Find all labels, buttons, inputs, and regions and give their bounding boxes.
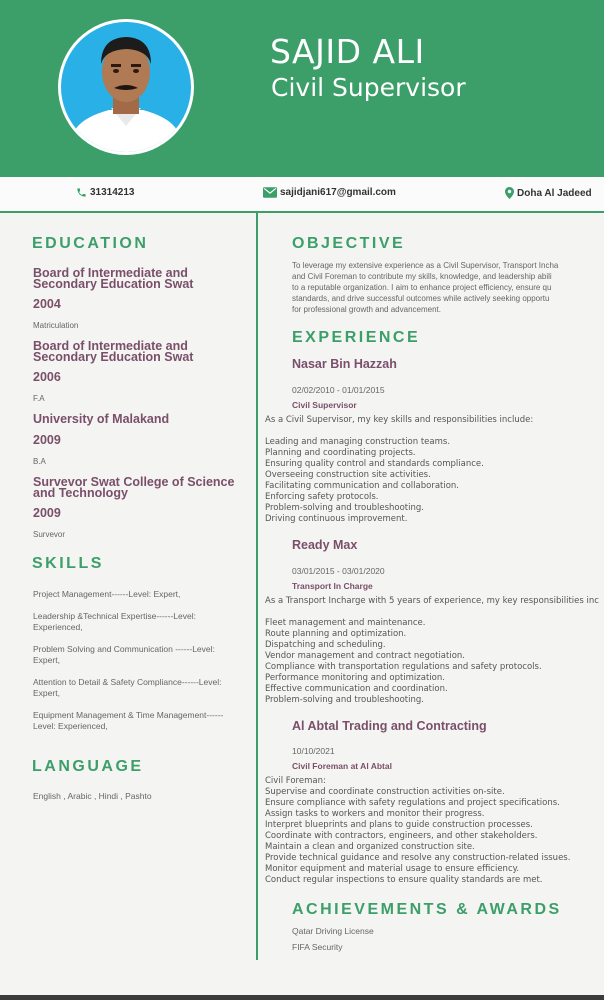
- phone-contact[interactable]: [76, 187, 135, 198]
- duty-item: Ensuring quality control and standards compliance.: [265, 459, 484, 469]
- candidate-name: SAJID ALI: [270, 32, 425, 71]
- email-contact[interactable]: [263, 187, 396, 198]
- bottom-bar: [0, 995, 604, 1000]
- duty-item: Problem-solving and troubleshooting.: [265, 695, 424, 705]
- education-degree: F.A: [33, 394, 45, 403]
- phone-number: 31314213: [90, 187, 135, 198]
- education-year: 2004: [33, 297, 61, 311]
- header-banner: [0, 0, 604, 177]
- job-duties: [265, 776, 570, 886]
- job-dates: 02/02/2010 - 01/01/2015: [292, 385, 385, 395]
- language-list: English , Arabic , Hindi , Pashto: [33, 791, 152, 801]
- education-year: 2009: [33, 506, 61, 520]
- job-role: Civil Foreman at Al Abtal: [292, 761, 392, 771]
- duty-item: Dispatching and scheduling.: [265, 640, 386, 650]
- profile-photo: [58, 19, 194, 155]
- duty-item: Provide technical guidance and resolve any construction-related issues.: [265, 853, 571, 863]
- education-degree: B.A: [33, 457, 46, 466]
- duty-item: Conduct regular inspections to ensure quality standards are met.: [265, 875, 543, 885]
- education-institution: Board of Intermediate and Secondary Education Swat: [33, 339, 194, 364]
- contact-bar: [0, 177, 604, 213]
- objective-text: To leverage my extensive experience as a Civil Supervisor, Transport Incha and Civil Foreman to contribute my skills, knowledge, and leadership abili to a reputable organization. I aim to enhance project efficiency, ensure qu standards, and drive successful outcomes while actively seeking opportu for professional growth and advancement.: [292, 261, 559, 314]
- duty-item: Performance monitoring and optimization.: [265, 673, 445, 683]
- duty-item: Civil Foreman:: [265, 776, 326, 786]
- skill-item: Attention to Detail & Safety Compliance------Level: Expert,: [33, 677, 222, 698]
- duty-item: Ensure compliance with safety regulations and project specifications.: [265, 798, 560, 808]
- location-text: Doha Al Jadeed: [517, 187, 592, 199]
- achievement-item: Qatar Driving License: [292, 926, 374, 936]
- location-contact: [505, 187, 592, 199]
- experience-heading: EXPERIENCE: [292, 329, 421, 346]
- job-duties: [265, 618, 542, 706]
- duty-item: Planning and coordinating projects.: [265, 448, 416, 458]
- envelope-icon: [263, 187, 277, 198]
- education-year: 2006: [33, 370, 61, 384]
- skill-item: Problem Solving and Communication ------Level: Expert,: [33, 644, 215, 665]
- education-institution: Survevor Swat College of Science and Technology: [33, 475, 235, 500]
- candidate-title: Civil Supervisor: [271, 73, 466, 102]
- job-dates: 10/10/2021: [292, 746, 335, 756]
- achievements-heading: ACHIEVEMENTS & AWARDS: [292, 901, 562, 918]
- job-role: Civil Supervisor: [292, 400, 357, 410]
- education-institution: Board of Intermediate and Secondary Education Swat: [33, 266, 194, 291]
- skill-item: Leadership &Technical Expertise------Level: Experienced,: [33, 611, 196, 632]
- location-pin-icon: [505, 187, 514, 199]
- duty-item: Leading and managing construction teams.: [265, 437, 451, 447]
- duty-item: Fleet management and maintenance.: [265, 618, 426, 628]
- duty-item: Coordinate with contractors, engineers, and other stakeholders.: [265, 831, 538, 841]
- achievement-item: FIFA Security: [292, 942, 343, 952]
- skills-heading: SKILLS: [32, 555, 104, 572]
- job-company: Nasar Bin Hazzah: [292, 357, 397, 371]
- job-company: Al Abtal Trading and Contracting: [292, 719, 487, 733]
- education-heading: EDUCATION: [32, 235, 149, 252]
- duty-item: Enforcing safety protocols.: [265, 492, 379, 502]
- duty-item: Supervise and coordinate construction activities on-site.: [265, 787, 505, 797]
- phone-icon: [76, 187, 87, 198]
- language-heading: LANGUAGE: [32, 758, 144, 775]
- duty-item: Interpret blueprints and plans to guide construction processes.: [265, 820, 533, 830]
- duty-item: Driving continuous improvement.: [265, 514, 408, 524]
- education-degree: Matriculation: [33, 321, 79, 330]
- duty-item: Vendor management and contract negotiation.: [265, 651, 466, 661]
- job-role: Transport In Charge: [292, 581, 373, 591]
- job-intro: As a Transport Incharge with 5 years of experience, my key responsibilities inc: [265, 596, 599, 606]
- duty-item: Maintain a clean and organized construction site.: [265, 842, 475, 852]
- job-dates: 03/01/2015 - 03/01/2020: [292, 566, 385, 576]
- skill-item: Project Management------Level: Expert,: [33, 589, 181, 599]
- column-divider: [256, 213, 258, 960]
- job-intro: As a Civil Supervisor, my key skills and responsibilities include:: [265, 415, 534, 425]
- job-duties: [265, 437, 484, 525]
- duty-item: Problem-solving and troubleshooting.: [265, 503, 424, 513]
- duty-item: Monitor equipment and material usage to ensure efficiency.: [265, 864, 520, 874]
- education-degree: Survevor: [33, 530, 66, 539]
- skill-item: Equipment Management & Time Management------Level: Experienced,: [33, 710, 224, 731]
- job-company: Ready Max: [292, 538, 358, 552]
- duty-item: Route planning and optimization.: [265, 629, 407, 639]
- objective-heading: OBJECTIVE: [292, 235, 406, 252]
- duty-item: Assign tasks to workers and monitor their progress.: [265, 809, 485, 819]
- education-year: 2009: [33, 433, 61, 447]
- duty-item: Compliance with transportation regulations and safety protocols.: [265, 662, 542, 672]
- duty-item: Facilitating communication and collaboration.: [265, 481, 460, 491]
- email-address: sajidjani617@gmail.com: [280, 187, 396, 198]
- education-institution: University of Malakand: [33, 412, 170, 426]
- duty-item: Overseeing construction site activities.: [265, 470, 431, 480]
- duty-item: Effective communication and coordination.: [265, 684, 448, 694]
